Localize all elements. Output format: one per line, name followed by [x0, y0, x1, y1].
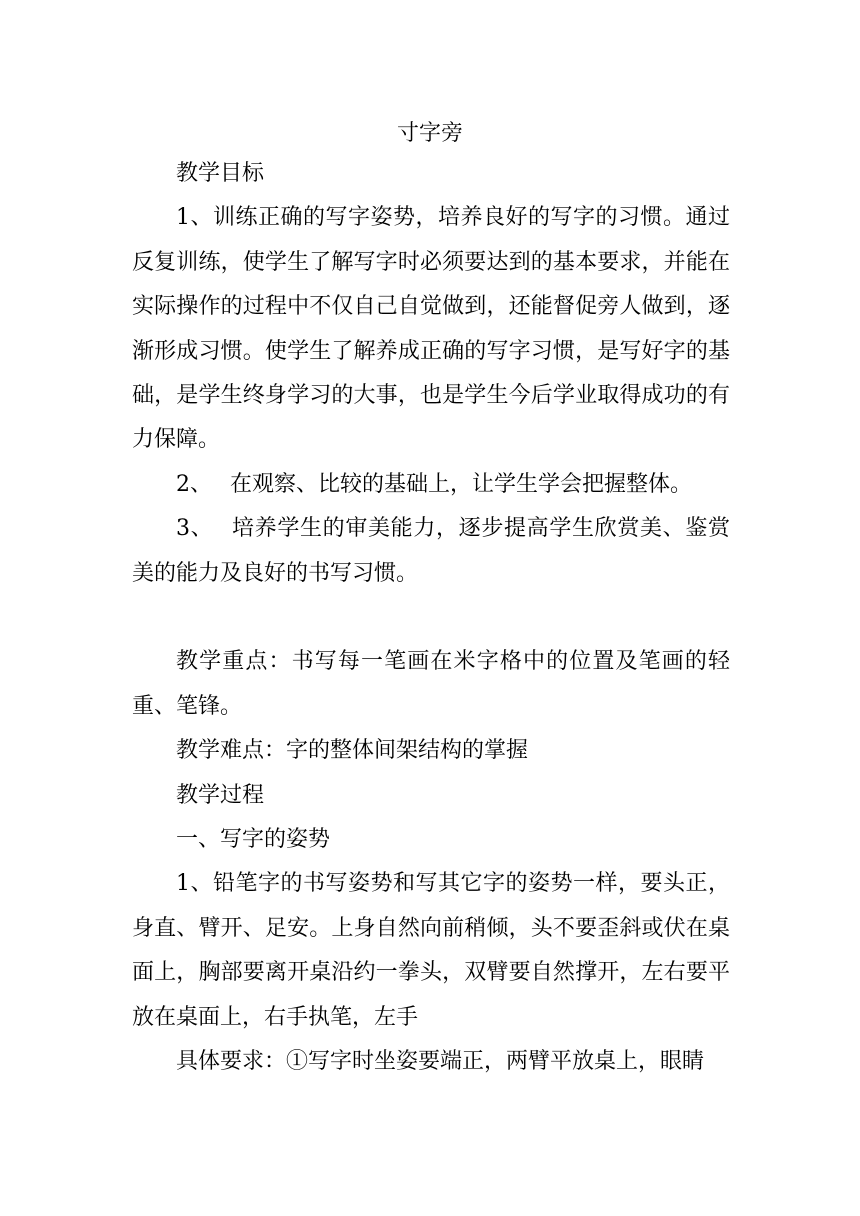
goal-3-number: 3、: [176, 516, 214, 542]
goal-2-text: 在观察、比较的基础上，让学生学会把握整体。: [230, 471, 693, 497]
goal-3-text: 培养学生的审美能力，逐步提高学生欣赏美、鉴赏美的能力及良好的书写习惯。: [132, 516, 730, 586]
goal-2-paragraph: [132, 463, 730, 507]
requirements-paragraph: 具体要求：①写字时坐姿要端正，两臂平放桌上，眼睛: [176, 1049, 705, 1075]
teaching-process-heading: 教学过程: [176, 782, 265, 808]
section-1-heading: 一、写字的姿势: [176, 827, 331, 853]
difficult-points-paragraph: 教学难点：字的整体间架结构的掌握: [176, 738, 529, 764]
goal-1-paragraph: 1、训练正确的写字姿势，培养良好的写字的习惯。通过反复训练，使学生了解写字时必须要达到的基本要求，并能在实际操作的过程中不仅自己自觉做到，还能督促旁人做到，逐渐形成习惯。使学生了解养成正确的写字习惯，是写好字的基础，是学生终身学习的大事，也是学生今后学业取得成功的有力保障。: [132, 205, 730, 453]
blank-line: [132, 596, 730, 640]
teaching-goals-heading: 教学目标: [176, 161, 265, 186]
goal-3-paragraph: [132, 507, 730, 596]
document-title: 寸字旁: [396, 121, 463, 146]
posture-paragraph: 1、铅笔字的书写姿势和写其它字的姿势一样，要头正，身直、臂开、足安。上身自然向前稍倾，头不要歪斜或伏在桌面上，胸部要离开桌沿约一拳头，双臂要自然撑开，左右要平放在桌面上，右手执笔，左手: [132, 871, 730, 1030]
goal-2-number: 2、: [176, 471, 212, 497]
document-body: [132, 152, 730, 1085]
key-points-paragraph: 教学重点：书写每一笔画在米字格中的位置及笔画的轻重、笔锋。: [132, 649, 730, 719]
